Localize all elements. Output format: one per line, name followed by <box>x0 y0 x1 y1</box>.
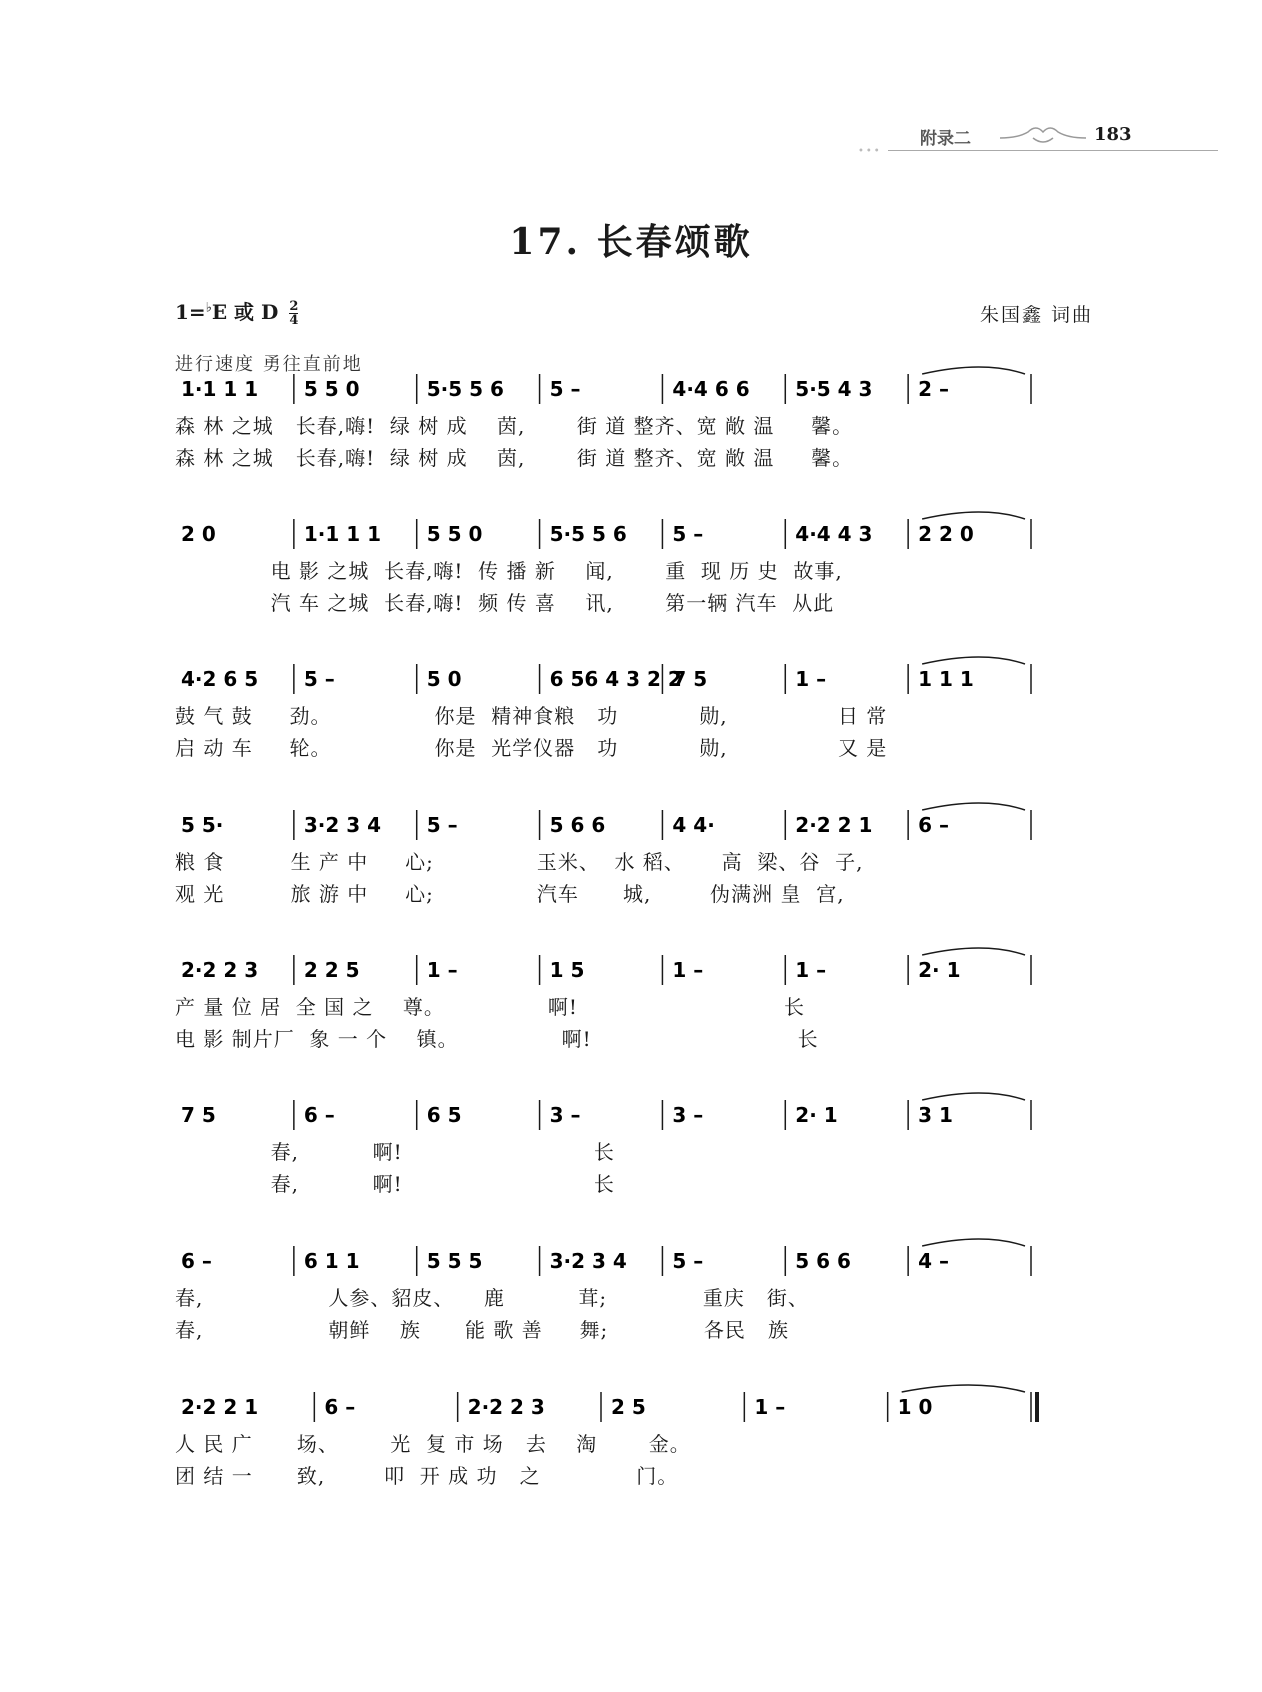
measure: 3 – <box>549 1103 581 1127</box>
ornament-icon <box>998 120 1088 148</box>
measure: 2 – <box>918 377 950 401</box>
measure: 1 5 <box>549 958 585 982</box>
measure: 5 – <box>426 813 458 837</box>
measure: 3 – <box>672 1103 704 1127</box>
measure: 5 5· <box>181 813 224 837</box>
measure: 2· 1 <box>918 958 961 982</box>
measure: 6 – <box>303 1103 335 1127</box>
lyric-verse-2: 团 结 一 致, 叩 开 成 功 之 门。 <box>175 1464 679 1488</box>
measure: 3·2 3 4 <box>549 1249 627 1273</box>
measure: 5 – <box>672 1249 704 1273</box>
slur <box>922 1239 1025 1246</box>
slur <box>922 803 1025 810</box>
measure: 5 – <box>672 522 704 546</box>
slur <box>902 1385 1025 1392</box>
notation-line <box>175 660 1115 700</box>
measure: 4·2 6 5 <box>181 667 259 691</box>
notation-line <box>175 1096 1115 1136</box>
lyric-verse-1: 森 林 之城 长春,嗨! 绿 树 成 茵, 街 道 整齐、宽 敞 温 馨。 <box>175 414 854 438</box>
lyric-verse-2: 汽 车 之城 长春,嗨! 频 传 喜 讯, 第一辆 汽车 从此 <box>175 591 835 615</box>
lyric-verse-2: 春, 朝鲜 族 能 歌 善 舞; 各民 族 <box>175 1318 789 1342</box>
measure: 5 6 6 <box>549 813 606 837</box>
measure: 4·4 6 6 <box>672 377 750 401</box>
running-header <box>858 124 1228 157</box>
lyric-verse-1: 产 量 位 居 全 国 之 尊。 啊! 长 <box>175 995 805 1019</box>
measure: 6 56 4 3 2 2 <box>549 667 682 691</box>
notation-line <box>175 370 1115 410</box>
lyric-verse-1: 春, 人参、貂皮、 鹿 茸; 重庆 街、 <box>175 1286 809 1310</box>
measure: 4 – <box>918 1249 950 1273</box>
time-signature <box>289 300 298 327</box>
measure: 1 – <box>672 958 704 982</box>
notation-line <box>175 1388 1115 1428</box>
author-credit: 朱国鑫 词曲 <box>980 304 1094 326</box>
measure: 5 5 0 <box>426 522 483 546</box>
lyric-verse-1: 电 影 之城 长春,嗨! 传 播 新 闻, 重 现 历 史 故事, <box>175 559 843 583</box>
measure: 1 – <box>426 958 458 982</box>
slur <box>922 1093 1025 1100</box>
measure: 2·2 2 1 <box>181 1395 259 1419</box>
slur <box>922 512 1025 519</box>
measure: 7 5 <box>181 1103 216 1127</box>
song-title: 17. 长春颂歌 <box>509 221 753 263</box>
key-signature <box>175 296 298 327</box>
notation-line <box>175 951 1115 991</box>
measure: 1 1 1 <box>918 667 974 691</box>
measure: 6 – <box>918 813 950 837</box>
measure: 5·5 5 6 <box>426 377 504 401</box>
notation-line <box>175 515 1115 555</box>
page-number: 183 <box>1094 124 1132 145</box>
measure: 1·1 1 1 <box>303 522 382 546</box>
measure: 1 – <box>795 958 827 982</box>
measure: 2·2 2 3 <box>467 1395 545 1419</box>
measure: 5 0 <box>426 667 462 691</box>
measure: 6 – <box>181 1249 212 1273</box>
measure: 5 – <box>303 667 335 691</box>
measure: 2 2 5 <box>303 958 360 982</box>
lyric-verse-2: 春, 啊! 长 <box>175 1172 615 1196</box>
lyric-verse-2: 电 影 制片厂 象 一 个 镇。 啊! 长 <box>175 1027 819 1051</box>
lyric-verse-1: 春, 啊! 长 <box>175 1140 615 1164</box>
measure: 4 4· <box>672 813 715 837</box>
measure: 1 – <box>754 1395 786 1419</box>
measure: 3 1 <box>918 1103 953 1127</box>
measure: 4·4 4 3 <box>795 522 873 546</box>
lyric-verse-2: 观 光 旅 游 中 心; 汽车 城, 伪满洲 皇 宫, <box>175 882 845 906</box>
measure: 2· 1 <box>795 1103 838 1127</box>
measure: 5 – <box>549 377 581 401</box>
measure: 5·5 4 3 <box>795 377 873 401</box>
tempo-marking: 进行速度 勇往直前地 <box>175 354 363 375</box>
notation-line <box>175 1242 1115 1282</box>
key-text: E 或 D <box>211 300 279 324</box>
measure: 6 – <box>324 1395 356 1419</box>
notation-line <box>175 806 1115 846</box>
measure: 2 2 0 <box>918 522 974 546</box>
measure: 6 5 <box>426 1103 462 1127</box>
lyric-verse-1: 鼓 气 鼓 劲。 你是 精神食粮 功 勋, 日 常 <box>175 704 888 728</box>
measure: 5 5 5 <box>426 1249 483 1273</box>
key-prefix: 1= <box>175 300 206 324</box>
measure: 5 6 6 <box>795 1249 851 1273</box>
lyric-verse-1: 人 民 广 场、 光 复 市 场 去 淘 金。 <box>175 1432 691 1456</box>
measure: 5·5 5 6 <box>549 522 627 546</box>
header-dots: ••• <box>858 146 882 157</box>
measure: 5 5 0 <box>303 377 360 401</box>
lyric-verse-2: 启 动 车 轮。 你是 光学仪器 功 勋, 又 是 <box>175 736 888 760</box>
lyric-verse-2: 森 林 之城 长春,嗨! 绿 树 成 茵, 街 道 整齐、宽 敞 温 馨。 <box>175 446 854 470</box>
measure: 1 0 <box>897 1395 933 1419</box>
flat-sign: ♭ <box>205 300 212 316</box>
header-section: 附录二 <box>920 129 971 149</box>
measure: 1·1 1 1 <box>181 377 259 401</box>
measure: 1 – <box>795 667 827 691</box>
time-numerator: 2 <box>289 299 299 314</box>
measure: 2·2 2 3 <box>181 958 259 982</box>
slur <box>922 367 1025 374</box>
header-rule <box>888 150 1218 151</box>
measure: 2 0 <box>181 522 216 546</box>
time-denominator: 4 <box>289 313 299 328</box>
slur <box>922 657 1025 664</box>
lyric-verse-1: 粮 食 生 产 中 心; 玉米、 水 稻、 高 梁、谷 子, <box>175 850 864 874</box>
slur <box>922 948 1025 955</box>
measure: 2 5 <box>611 1395 646 1419</box>
measure: 2·2 2 1 <box>795 813 873 837</box>
measure: 7 5 <box>672 667 708 691</box>
measure: 3·2 3 4 <box>303 813 382 837</box>
measure: 6 1 1 <box>303 1249 360 1273</box>
